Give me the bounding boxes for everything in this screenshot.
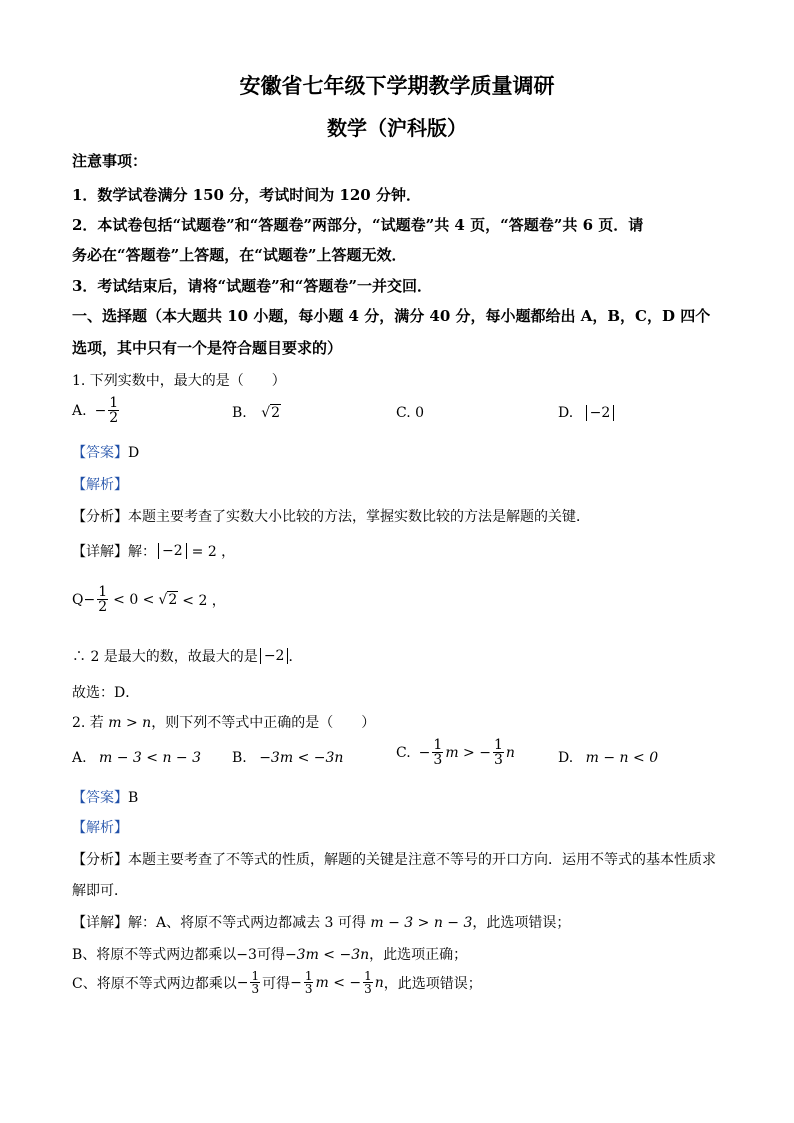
detail-mid: 可得	[262, 975, 291, 992]
section-heading-line-1: 一、选择题（本大题共 10 小题，每小题 4 分，满分 40 分，每小题都给出 A，B，C，D 四个	[72, 307, 711, 325]
q1-option-d	[558, 405, 614, 421]
notice-item-1: 1．数学试卷满分 150 分，考试时间为 120 分钟．	[72, 186, 421, 204]
q1-stem: 1. 下列实数中，最大的是（ ）	[72, 373, 286, 389]
stem-math: m > n	[108, 715, 152, 731]
section-heading-line-2: 选项，其中只有一个是符合题目要求的）	[72, 339, 343, 357]
numerator: 1	[433, 737, 443, 753]
fraction	[97, 585, 108, 614]
denominator: 3	[364, 982, 372, 996]
because-symbol: Q	[72, 591, 84, 608]
q2-fenxi-line-2: 解即可．	[72, 883, 128, 899]
fraction	[363, 970, 373, 995]
fenxi-text: 本题主要考查了实数大小比较的方法，掌握实数比较的方法是解题的关键．	[128, 509, 590, 525]
detail-tag: 【详解】	[72, 544, 128, 560]
stem-suffix: ，则下列不等式中正确的是（ ）	[151, 715, 376, 731]
option-expression: m − 3 < n − 3	[99, 750, 202, 766]
option-label: C.	[396, 744, 411, 761]
q1-choice: 故选：D．	[72, 685, 140, 701]
option-expression: −3m < −3n	[259, 750, 344, 766]
option-end: n	[505, 744, 515, 761]
minus-sign: −	[94, 402, 107, 419]
option-label: B.	[232, 750, 247, 766]
detail-math: n	[374, 974, 384, 991]
notice-item-2-line-2: 务必在“答题卷”上答题，在“试题卷”上答题无效．	[72, 246, 407, 264]
option-label: A.	[72, 402, 87, 419]
q1-option-c: C. 0	[396, 405, 425, 421]
answer-tag: 【答案】	[72, 445, 128, 461]
q2-detail-a	[72, 912, 570, 932]
minus-sign: −	[418, 744, 431, 761]
page-title: 安徽省七年级下学期教学质量调研	[239, 73, 555, 98]
page-subtitle: 数学（沪科版）	[327, 116, 467, 140]
numerator: 1	[304, 969, 313, 983]
inequality-middle: < 0 <	[113, 591, 155, 608]
answer-value: B	[128, 790, 139, 806]
numerator: 1	[493, 737, 503, 753]
fraction	[304, 970, 314, 995]
notice-heading: 注意事项：	[72, 152, 148, 170]
absolute-value: −2	[158, 543, 187, 559]
q1-analysis-tag: 【解析】	[72, 477, 128, 493]
numerator: 1	[364, 969, 372, 983]
detail-tag: 【详解】	[72, 915, 128, 931]
answer-tag: 【答案】	[72, 790, 128, 806]
option-expression: m − n < 0	[585, 750, 659, 766]
notice-item-3: 3．考试结束后，请将“试题卷”和“答题卷”一并交回．	[72, 277, 432, 295]
detail-math: m < −	[315, 974, 362, 991]
denominator: 2	[98, 599, 108, 615]
conclusion-text: ∴ 2 是最大的数，故最大的是	[72, 649, 258, 665]
q2-detail-b	[72, 944, 467, 964]
q2-option-a	[72, 750, 201, 766]
minus-sign: −	[290, 974, 302, 991]
inequality-end: < 2 ，	[182, 592, 226, 609]
detail-text: B、将原不等式两边都乘以	[72, 947, 237, 963]
minus-sign: −	[83, 591, 96, 608]
denominator: 3	[493, 752, 503, 768]
q1-fenxi	[72, 506, 590, 526]
absolute-value: −2	[586, 405, 615, 421]
detail-prefix: 解：	[128, 544, 156, 560]
fraction	[250, 970, 260, 995]
answer-value: D	[128, 445, 140, 461]
sqrt-expression: √2	[158, 591, 178, 608]
detail-suffix: ，此选项正确；	[369, 947, 468, 963]
option-label: D.	[558, 405, 574, 421]
numerator: 1	[109, 395, 119, 411]
q2-detail-c	[72, 970, 482, 995]
detail-suffix: ，此选项错误；	[383, 975, 482, 992]
notice-item-2-line-1: 2．本试卷包括“试题卷”和“答题卷”两部分，“试题卷”共 4 页，“答题卷”共 6 页．请	[72, 216, 644, 234]
q2-option-c	[396, 738, 515, 767]
q2-stem	[72, 712, 375, 732]
fraction	[432, 738, 443, 767]
conclusion-end: ．	[288, 649, 303, 665]
q1-inequality-chain	[72, 585, 226, 614]
radicand: 2	[168, 591, 178, 608]
numerator: 1	[251, 969, 260, 983]
detail-math: −3m < −3n	[284, 947, 370, 963]
minus-sign: −	[236, 974, 249, 991]
detail-text: C、将原不等式两边都乘以	[72, 975, 237, 992]
fenxi-text: 本题主要考查了不等式的性质，解题的关键是注意不等号的开口方向．运用不等式的基本性质求	[128, 852, 716, 868]
q1-option-b	[232, 405, 281, 421]
q2-answer	[72, 787, 138, 807]
fenxi-tag: 【分析】	[72, 852, 128, 868]
denominator: 3	[251, 982, 260, 996]
option-label: A.	[72, 750, 87, 766]
detail-math: m − 3 > n − 3	[370, 915, 473, 931]
q2-fenxi-line-1	[72, 849, 716, 869]
denominator: 2	[109, 410, 119, 426]
q1-answer	[72, 442, 139, 462]
denominator: 3	[433, 752, 443, 768]
detail-mid: 可得	[256, 947, 285, 963]
fraction	[493, 738, 504, 767]
q2-analysis-tag: 【解析】	[72, 820, 128, 836]
radicand: 2	[271, 405, 281, 421]
detail-text: 解：A、将原不等式两边都减去 3 可得	[128, 915, 366, 931]
detail-suffix: ，此选项错误；	[472, 915, 571, 931]
detail-factor: −3	[236, 947, 257, 963]
option-middle: m > −	[445, 744, 491, 761]
option-label: D.	[558, 750, 574, 766]
denominator: 3	[304, 982, 313, 996]
absolute-value: −2	[260, 648, 289, 664]
q1-conclusion	[72, 646, 302, 666]
q1-option-a	[72, 396, 121, 425]
stem-prefix: 2. 若	[72, 715, 104, 731]
option-label: B.	[232, 405, 247, 421]
detail-equals: = 2 ，	[191, 544, 236, 560]
q2-option-d	[558, 750, 658, 766]
numerator: 1	[98, 584, 108, 600]
q2-option-b	[232, 750, 343, 766]
sqrt-expression: √2	[261, 405, 281, 421]
q1-detail	[72, 541, 235, 561]
fraction	[108, 396, 119, 425]
fenxi-tag: 【分析】	[72, 509, 128, 525]
